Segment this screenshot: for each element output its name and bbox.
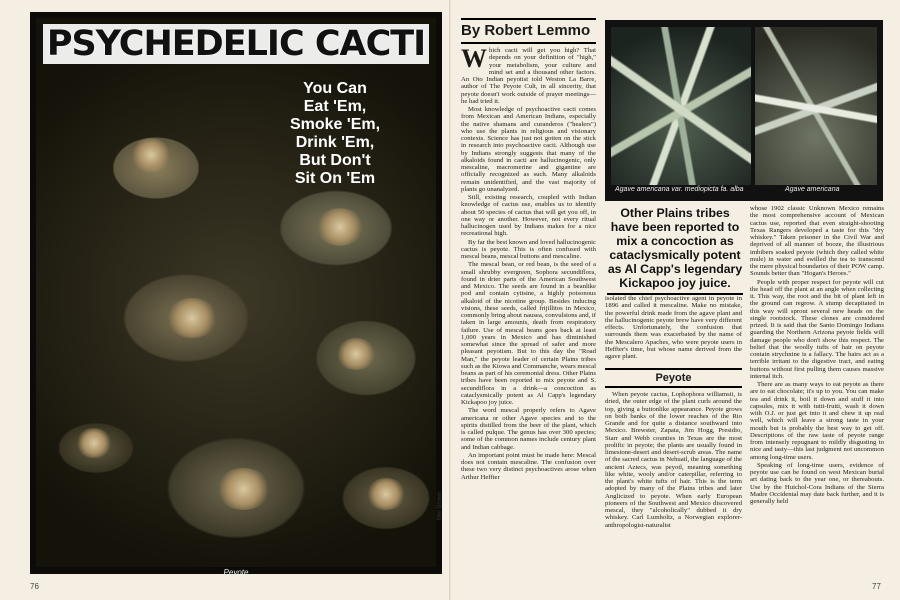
paragraph-text: hich cacti will get you high? That depends on your definition of "high," your metabolism, your culture and mind set and a thousand other factors. An Oto Indian peyotist told Weston La Barre, author of The Peyote Cult, in all sincerity, that peyote doesn't work outside of prayer meetings—he had tried it. bbox=[461, 47, 596, 105]
cover-callout bbox=[270, 80, 400, 188]
peyote-tuft bbox=[131, 138, 171, 172]
paragraph: Most knowledge of psychoactive cacti comes from Mexican and American Indians, especially the native shamans and curanderos ("healers") who use the plants in religious and visionary contexts. Science has just not gotten on the stick in research into psychoactive cacti. Although use by Indians strongly suggests that many of the alkaloids found in cacti are hallucinogenic, only mescaline, macromerine and gigantine are officially recognized as such. Many alkaloids remain unidentified, and the vast majority of plants go unanalyzed. bbox=[461, 106, 596, 193]
article-column-2-top bbox=[605, 295, 742, 360]
agave-mediopicta-photo bbox=[611, 27, 751, 185]
peyote-tuft bbox=[316, 208, 364, 246]
paragraph: whose 1902 classic Unknown Mexico remains the most comprehensive account of Mexican cactus use, reported that even straight-shooting Texas Rangers developed a taste for this "dry whiskey." Taken prisoner in the Civil War and deprived of all manner of booze, the illustrious imbibers soaked peyote (which they called white mule) in water and swilled the tea to transcend the mere physical boundaries of their POW camp. Sounds better than "Hogan's Heroes." bbox=[750, 205, 884, 278]
article-column-2-bottom bbox=[605, 391, 742, 579]
peyote-photo bbox=[36, 18, 436, 567]
plate-caption: Agave americana var. mediopicta fa. alba bbox=[615, 186, 744, 193]
peyote-tuft bbox=[216, 468, 271, 510]
agave-plates bbox=[605, 20, 883, 201]
agave-americana-photo bbox=[755, 27, 877, 185]
section-subhead: Peyote bbox=[605, 368, 742, 388]
paragraph: People with proper respect for peyote will cut the head off the plant at an angle when collecting it. This way, the root and the bit of plant left in the ground can regrow. A stump decapitated in this way will sprout several new heads on the single rootstock. These clones are considered prized. It is said that the Santo Domingo Indians guarding the Northern Arizona peyote fields will damage people who don't show this respect. The belief that the woolly tufts of hair on peyote contain strychnine is a fallacy. The hairs act as a terrible irritant to the digestive tract, and eating buttons without first pulling them causes massive internal itch. bbox=[750, 278, 884, 380]
plate-caption: Agave americana bbox=[785, 186, 840, 193]
paragraph: By far the best known and loved hallucinogenic cactus is peyote. This is often confused with mescal beans, mescal buttons and mescaline. bbox=[461, 238, 596, 260]
peyote-tuft bbox=[366, 478, 406, 510]
paragraph: The word mescal properly refers to Agave americana or other Agave species and to the spirits distilled from the beer of the plant, which is called pulque. The genus has over 300 species; some of the common names include century plant and Indian cabbage. bbox=[461, 407, 596, 451]
page-number-right: 77 bbox=[872, 582, 881, 591]
callout-line: Sit On 'Em bbox=[294, 170, 376, 187]
cover-photo-frame bbox=[30, 12, 442, 577]
pull-quote: Other Plains tribes have been reported to mix a concoction as cataclysmically potent as Al Capp's legendary Kickapoo joy juice. bbox=[607, 206, 743, 295]
paragraph: There are as many ways to eat peyote as there are to eat chocolate; it's up to you. You can make tea and drink it, boil it down and stuff it into capsules, mix it with tutti-frutti, wash it down with O.J. or just get into it and chew it up real well, which will leave a strong taste in your mouth but is probably the best way to get off. Descriptions of the raw taste of peyote range from intensely repugnant to mildly disgusting to nice and tasty—this last judgment not uncommon among long-time users. bbox=[750, 381, 884, 461]
page-number-left: 76 bbox=[30, 582, 39, 591]
peyote-tuft bbox=[166, 298, 218, 338]
photo-credit: Mel Brown bbox=[437, 491, 443, 520]
paragraph: Still, existing research, coupled with Indian knowledge of cactus use, enables us to identify about 50 species of cactus that will get you off, in one way or another. However, not every ritual hallucinogen used by Indians makes for a nice recreational high. bbox=[461, 194, 596, 238]
callout-line: But Don't bbox=[299, 152, 371, 169]
page-gutter bbox=[449, 0, 451, 600]
callout-line: You Can bbox=[303, 80, 367, 97]
paragraph bbox=[461, 44, 596, 105]
article-title bbox=[36, 24, 436, 64]
drop-cap: W bbox=[461, 44, 487, 73]
callout-line: Smoke 'Em, bbox=[289, 116, 381, 133]
photo-caption: Peyote bbox=[223, 568, 249, 577]
paragraph: An important point must be made here: Mescal does not contain mescaline. The confusion over these two very distinct psychoactives arose when Arthur Heffter bbox=[461, 451, 596, 481]
paragraph: When peyote cactus, Lophophora williamsii, is dried, the outer edge of the plant curls around the top, giving a buttonlike appearance. Peyote grows on both banks of the lower reaches of the Rio Grande and for quite a distance southward into Mexico. Brewster, Zapata, Jim Hogg, Presidio, Starr and Webb counties in Texas are the most prolific in peyote; the plants are usually found in limestone-desert and desert-scrub areas. The name of the sacred cactus in Nehuatl, the language of the ancient Aztecs, was peyotl, meaning something like white, wooly and/or caterpillar, referring to the plant's white tufts of hair. This is the term adopted by many of the Plains tribes and later Anglicized to peyote. When early European pioneers of the Southwest and Mexico discovered mescal, they "alcoholically" dubbed it dry whiskey. Carl Lumholtz, a Norwegian explorer-anthropologist-naturalist bbox=[605, 391, 742, 529]
peyote-tuft bbox=[76, 428, 112, 458]
paragraph: Speaking of long-time users, evidence of peyote use can be found on west Mexican burial art dating back to the year one, or thereabouts. Use by the Huichol-Cora Indians of the Sierra Madre Occidental may date back further, and it is generally held bbox=[750, 461, 884, 505]
paragraph: isolated the chief psychoactive agent in peyote in 1896 and called it mescaline. Make no mistake, the powerful drink made from the agave plant and the hallucinogenic peyote brew have very different effects. Unfortunately, the confusion that surrounds them was exacerbated by the name of the Mescalero Apaches, who were peyote users in Heffter's time, but whose name derived from the agave plant. bbox=[605, 295, 742, 360]
article-column-3 bbox=[750, 205, 884, 579]
callout-line: Drink 'Em, bbox=[295, 134, 375, 151]
byline: By Robert Lemmo bbox=[461, 18, 596, 44]
article-column-1 bbox=[461, 44, 596, 579]
paragraph: The mescal bean, or red bean, is the seed of a small shrubby evergreen, Sophora secundiflora, found in drier parts of the American Southwest and Mexico. The seeds are found in a beanlike pod and contain cytisine, a highly poisonous alkaloid of the nicotine group. Besides inducing visions, these seeds, called frijillitos in Mexico, commonly bring about nausea, convulsions and, if taken in large amounts, death from respiratory failure. Use of mescal beans goes back at least 1,000 years in Mexico and has diminished somewhat since the spread of safer and more pleasant peyotism. But to this day the "Road Man," the peyote leader of certain Plains tribes such as the Kiowa and Commanche, wears mescal beans as part of his ceremonial dress. Other Plains tribes have been reported to mix peyote and S. secundiflora in a drink—a concoction as cataclysmically potent as Al Capp's legendary Kickapoo joy juice. bbox=[461, 261, 596, 406]
article-title-text: PSYCHEDELIC CACTI bbox=[43, 24, 429, 64]
callout-line: Eat 'Em, bbox=[303, 98, 367, 115]
peyote-tuft bbox=[336, 338, 376, 370]
